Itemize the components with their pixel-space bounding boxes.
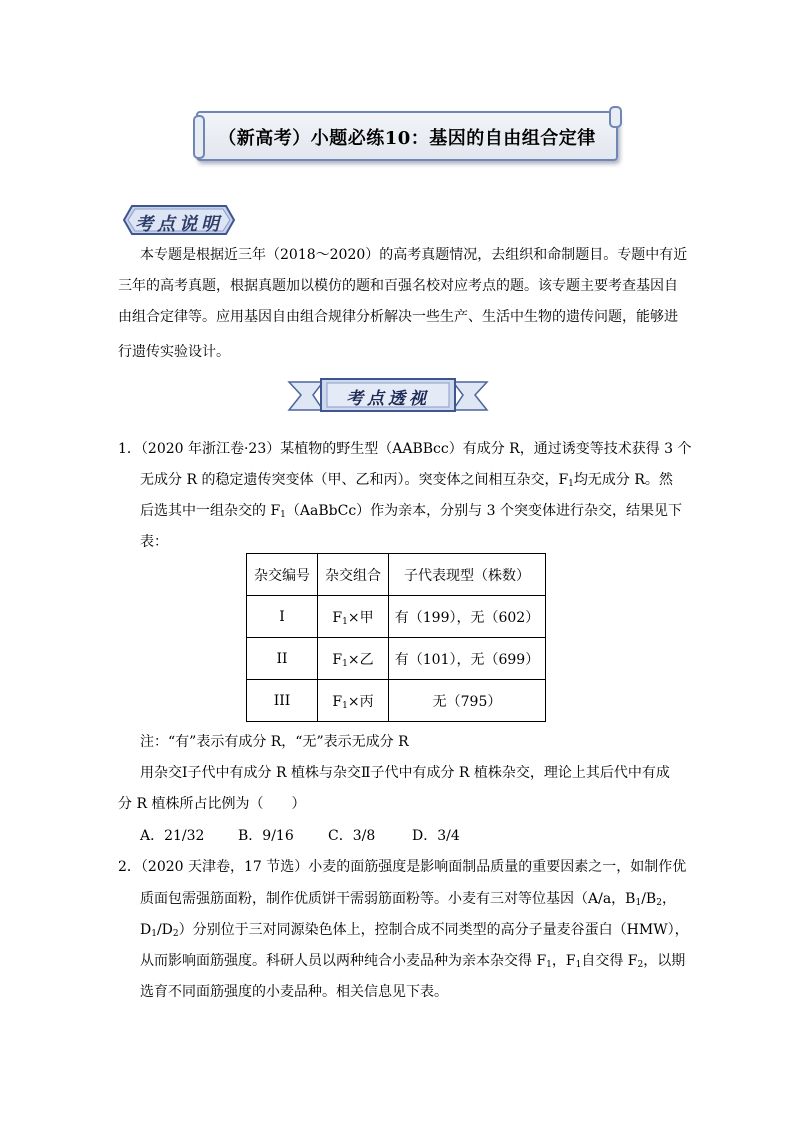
table-row [247,680,546,722]
q2-line-3: $D_1/D_2$）分别位于三对同源染色体上，控制合成不同类型的高分子量麦谷蛋白（HMW）， [140,922,689,939]
q1-option-c: C．3/8 [328,828,376,844]
q1-note: 注：“有”表示有成分 R，“无”表示无成分 R [140,734,409,750]
table-cell-result: 有（101），无（699） [389,638,546,680]
table-header-cell: 杂交组合 [318,554,389,596]
q1-option-d: D．3/4 [412,828,460,844]
table-cell-id: III [247,680,318,722]
q1-option-b: B．9/16 [238,828,294,844]
table-cell-id: I [247,596,318,638]
table-cell-result: 无（795） [389,680,546,722]
intro-line-1: 本专题是根据近三年（2018～2020）的高考真题情况，去组织和命制题目。专题中有近 [140,247,688,263]
q1-line-3: 后选其中一组杂交的 $F_1(AaBbCc)$作为亲本，分别与 3 个突变体进行杂交，结果见下 [140,503,682,520]
section-ribbon [287,378,489,414]
q1-line-2: 无成分 R 的稳定遗传突变体（甲、乙和丙）。突变体之间相互杂交，$F_1$均无成分 R。然 [140,472,673,489]
intro-line-2: 三年的高考真题，根据真题加以模仿的题和百强名校对应考点的题。该专题主要考查基因自 [118,278,678,294]
q1-question-line-1: 用杂交Ⅰ子代中有成分 R 植株与杂交Ⅱ子代中有成分 R 植株杂交，理论上其后代中有成 [140,765,670,781]
table-header-cell: 杂交编号 [247,554,318,596]
intro-line-4: 行遗传实验设计。 [118,344,230,360]
table-cell-cross: $F_1\times$丙 [318,680,389,722]
q2-line-1: 2．（2020 天津卷，17 节选）小麦的面筋强度是影响面制品质量的重要因素之一，如制作优 [118,859,687,875]
section-badge [122,204,236,236]
q1-question-line-2: 分 R 植株所占比例为（ ） [118,796,306,812]
table-row [247,596,546,638]
page-title: （新高考）小题必练10：基因的自由组合定律 [218,128,596,149]
q2-line-4: 从而影响面筋强度。科研人员以两种纯合小麦品种为亲本杂交得 $F_1$，$F_1$自交得 $F_2$，以期 [140,953,686,970]
badge-label: 考点说明 [135,214,223,235]
table-cell-cross: $F_1\times$乙 [318,638,389,680]
intro-line-3: 由组合定律等。应用基因自由组合规律分析解决一些生产、生活中生物的遗传问题，能够进 [118,309,678,325]
cross-results-table [246,553,546,722]
table-cell-cross: $F_1\times$甲 [318,596,389,638]
ribbon-label: 考点透视 [346,389,430,409]
table-header-row [247,554,546,596]
table-header-cell: 子代表现型（株数） [389,554,546,596]
q2-line-5: 选育不同面筋强度的小麦品种。相关信息见下表。 [140,984,448,1000]
q1-option-a: A．21/32 [140,828,205,844]
table-cell-id: II [247,638,318,680]
table-row [247,638,546,680]
q2-line-2: 质面包需强筋面粉，制作优质饼干需弱筋面粉等。小麦有三对等位基因（A/a，$B_1/B_2$， [140,891,676,908]
q1-line-4: 表： [140,534,168,550]
q1-line-1: 1．（2020 年浙江卷·23）某植物的野生型（AABBcc）有成分 R，通过诱变等技术获得 3 个 [118,441,692,457]
title-banner [196,111,618,161]
table-cell-result: 有（199），无（602） [389,596,546,638]
